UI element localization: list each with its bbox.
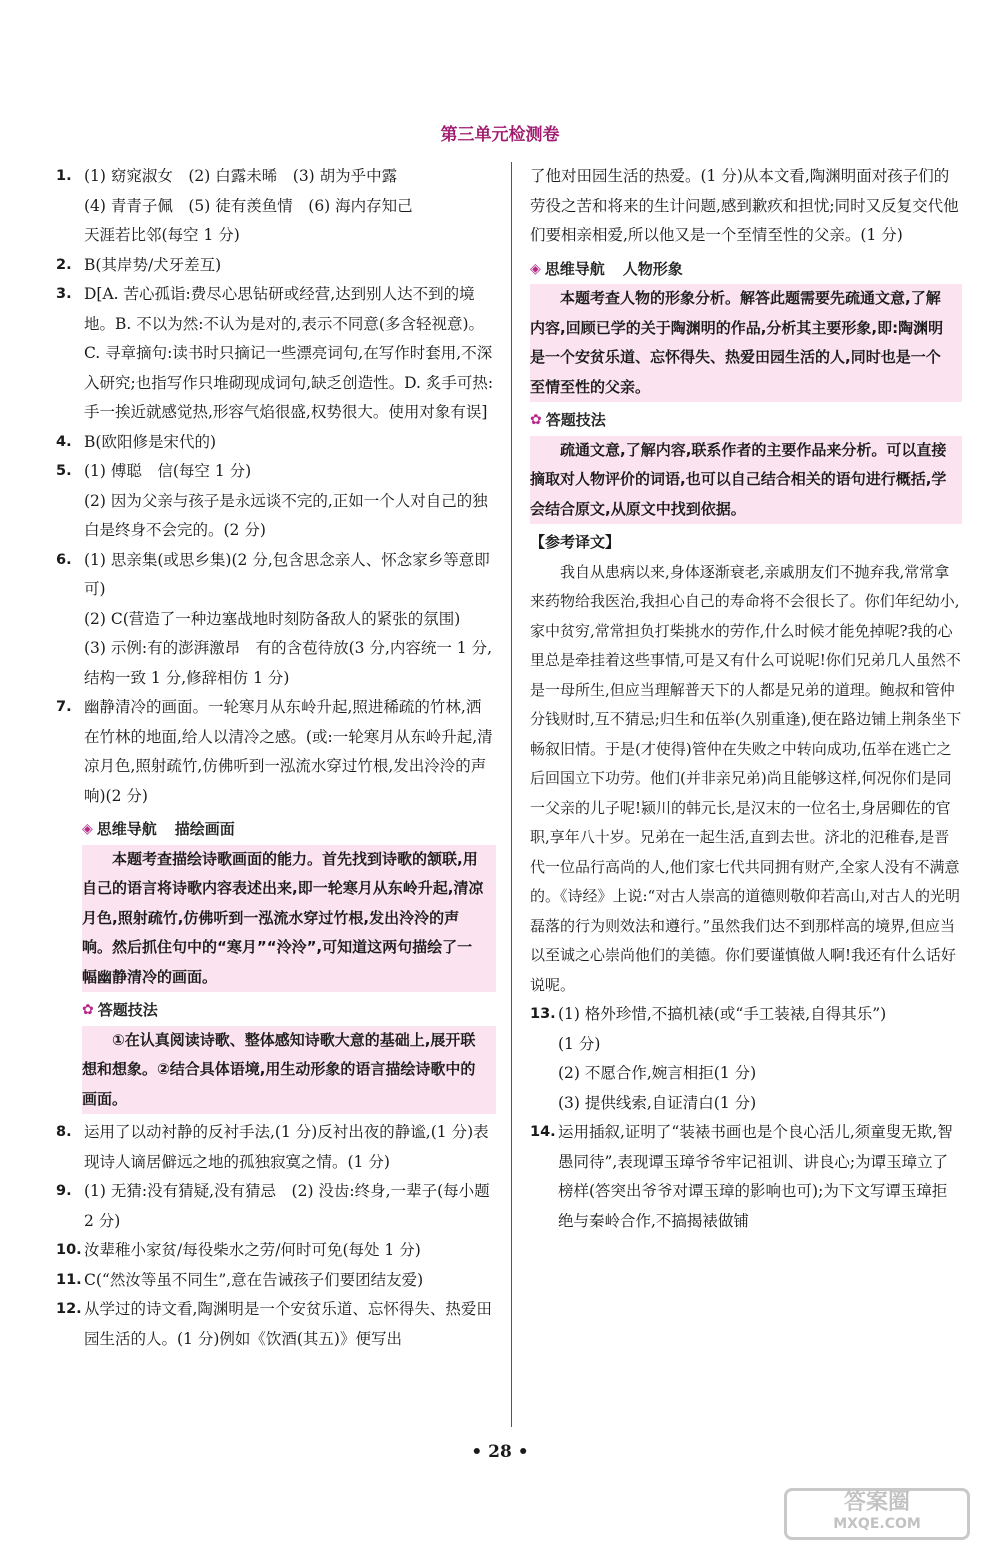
answer-text: 运用了以动衬静的反衬手法,(1 分)反衬出夜的静谧,(1 分)表现诗人谪居僻远之地的孤独寂寞之情。(1 分) — [84, 1123, 489, 1171]
question-number: 10. — [56, 1242, 82, 1258]
box-heading-label: 答题技法 — [545, 411, 606, 429]
answer-text: 幽静清冷的画面。一轮寒月从东岭升起,照进稀疏的竹林,洒在竹林的地面,给人以清冷之感。(或:一轮寒月从东岭升起,清凉月色,照射疏竹,仿佛听到一泓流水穿过竹根,发出泠泠的声响)(2 分) — [84, 698, 493, 805]
box-heading-label: 思维导航 — [96, 820, 157, 838]
question-number: 4. — [56, 433, 72, 450]
left-column — [56, 162, 496, 1354]
question-number: 7. — [56, 699, 72, 715]
question-9 — [56, 1177, 496, 1236]
question-3 — [56, 280, 496, 428]
question-7 — [56, 693, 496, 811]
question-number: 6. — [56, 551, 72, 568]
question-number: 1. — [56, 168, 72, 184]
box-subheading: 描绘画面 — [174, 820, 235, 838]
answer-text: (1) 格外珍惜,不搞机裱(或“手工装裱,自得其乐”) — [558, 1005, 887, 1023]
answer-text: (3) 示例:有的澎湃激昂 有的含苞待放(3 分,内容统一 1 分,结构一致 1 分,修辞相仿 1 分) — [84, 639, 493, 687]
answer-text: (3) 提供线索,自证清白(1 分) — [558, 1093, 757, 1112]
answer-text: 从学过的诗文看,陶渊明是一个安贫乐道、忘怀得失、热爱田园生活的人。(1 分)例如《饮酒(其五)》便写出 — [84, 1300, 492, 1348]
question-number: 8. — [56, 1124, 72, 1140]
question-number: 3. — [56, 286, 72, 302]
column-divider — [511, 162, 512, 1427]
thinking-guide-box — [530, 255, 962, 403]
question-2 — [56, 251, 496, 281]
box-body — [530, 436, 962, 525]
compass-icon: ◈ — [530, 260, 541, 277]
answer-text: (1) 无猜:没有猜疑,没有猜忌 (2) 没齿:终身,一辈子(每小题 2 分) — [84, 1182, 490, 1230]
question-1 — [56, 162, 496, 251]
answer-text: C(“然汝等虽不同生”,意在告诫孩子们要团结友爱) — [84, 1270, 424, 1289]
question-number: 12. — [56, 1301, 82, 1317]
question-number: 13. — [530, 1006, 556, 1022]
question-4 — [56, 428, 496, 458]
box-text: 本题考查描绘诗歌画面的能力。首先找到诗歌的颔联,用自己的语言将诗歌内容表述出来,即一轮寒月从东岭升起,清凉月色,照射疏竹,仿佛听到一泓流水穿过竹根,发出泠泠的声响。然后抓住句中的“寒月”“泠泠”,可知道这两句描绘了一幅幽静清冷的画面。 — [82, 849, 484, 986]
question-6 — [56, 546, 496, 694]
answer-technique-box — [530, 406, 962, 524]
box-heading — [530, 406, 962, 436]
box-text: ①在认真阅读诗歌、整体感知诗歌大意的基础上,展开联想和想象。②结合具体语境,用生动形象的语言描绘诗歌中的画面。 — [82, 1030, 476, 1108]
reference-translation-heading: 【参考译文】 — [530, 533, 621, 551]
answer-line: (4) 青青子佩 (5) 徒有羡鱼情 (6) 海内存知己 — [84, 196, 413, 215]
question-5 — [56, 457, 496, 546]
question-11 — [56, 1266, 496, 1296]
question-10 — [56, 1236, 496, 1266]
question-12 — [56, 1295, 496, 1354]
box-heading-label: 答题技法 — [97, 1001, 158, 1019]
compass-icon: ◈ — [82, 821, 93, 837]
watermark-logo — [784, 1488, 970, 1540]
answer-text: 了他对田园生活的热爱。(1 分)从本文看,陶渊明面对孩子们的劳役之苦和将来的生计问题,感到歉疚和担忧;同时又反复交代他们要相亲相爱,所以他又是一个至情至性的父亲。(1 分) — [530, 167, 959, 244]
answer-text: (1) 傅聪 信(每空 1 分) — [84, 462, 252, 480]
box-subheading: 人物形象 — [622, 259, 683, 278]
box-text: 疏通文意,了解内容,联系作者的主要作品来分析。可以直接摘取对人物评价的词语,也可以自己结合相关的语句进行概括,学会结合原文,从原文中找到依据。 — [530, 440, 947, 518]
question-number: 2. — [56, 256, 72, 273]
answer-text: 汝辈稚小家贫/每役柴水之劳/何时可免(每处 1 分) — [84, 1241, 421, 1259]
watermark-top: 答案圈 — [843, 1490, 910, 1515]
page-number: • 28 • — [471, 1442, 529, 1462]
flower-icon: ✿ — [82, 1002, 94, 1018]
question-number: 11. — [56, 1271, 82, 1288]
answer-line: 天涯若比邻(每空 1 分) — [84, 226, 240, 244]
box-heading-label: 思维导航 — [544, 259, 605, 278]
answer-text: (1 分) — [558, 1034, 601, 1053]
box-heading — [82, 996, 496, 1026]
answer-text: B(欧阳修是宋代的) — [84, 432, 216, 451]
box-body — [82, 845, 496, 993]
answer-text: (2) 不愿合作,婉言相拒(1 分) — [558, 1064, 757, 1082]
box-text: 本题考查人物的形象分析。解答此题需要先疏通文意,了解内容,回顾已学的关于陶渊明的作品,分析其主要形象,即:陶渊明是一个安贫乐道、忘怀得失、热爱田园生活的人,同时也是一个至情至性的父亲。 — [530, 289, 944, 396]
translation-text: 我自从患病以来,身体逐渐衰老,亲戚朋友们不抛弃我,常常拿来药物给我医治,我担心自己的寿命将不会很长了。你们年纪幼小,家中贫穷,常常担负打柴挑水的劳作,什么时候才能免掉呢?我的心里总是牵挂着这些事情,可是又有什么可说呢!你们兄弟几人虽然不是一母所生,但应当理解普天下的人都是兄弟的道理。鲍叔和管仲分钱财时,互不猜忌;归生和伍举(久别重逢),便在路边铺上荆条坐下畅叙旧情。于是(才使得)管仲在失败之中转向成功,伍举在逃亡之后回国立下功劳。他们(并非亲兄弟)尚且能够这样,何况你们是同一父亲的儿子呢!颍川的韩元长,是汉末的一位名士,身居卿佐的官职,享年八十岁。兄弟在一起生活,直到去世。济北的氾稚春,是晋代一位品行高尚的人,他们家七代共同拥有财产,全家人没有不满意的。《诗经》上说:“对古人崇高的道德则敬仰若高山,对古人的光明磊落的行为则效法和遵行。”虽然我们达不到那样高的境界,但应当以至诚之心崇尚他们的美德。你们要谨慎做人啊!我还有什么话好说呢。 — [530, 562, 962, 994]
answer-line: (1) 窈窕淑女 (2) 白露未晞 (3) 胡为乎中露 — [84, 167, 398, 185]
answer-text: 运用插叙,证明了“装裱书画也是个良心活儿,须童叟无欺,智愚同待”,表现谭玉璋爷爷牢记祖训、讲良心;为谭玉璋立了榜样(答突出爷爷对谭玉璋的影响也可);为下文写谭玉璋拒绝与秦岭合作,不搞揭裱做铺 — [558, 1123, 953, 1230]
answer-text: (2) 因为父亲与孩子是永远谈不完的,正如一个人对自己的独白是终身不会完的。(2 分) — [84, 491, 488, 539]
question-14 — [530, 1118, 962, 1236]
answer-text: (2) C(营造了一种边塞战地时刻防备敌人的紧张的氛围) — [84, 609, 461, 628]
question-8 — [56, 1118, 496, 1177]
watermark-bottom: MXQE.COM — [833, 1516, 921, 1532]
answer-text: D[A. 苦心孤诣:费尽心思钻研或经营,达到别人达不到的境地。B. 不以为然:不认为是对的,表示不同意(多含轻视意)。C. 寻章摘句:读书时只摘记一些漂亮词句,在写作时套用,不深入研究;也指写作只堆砌现成词句,缺乏创造性。D. 炙手可热:手一挨近就感觉热,形容气焰很盛,权势很大。使用对象有误] — [84, 285, 494, 421]
question-number: 9. — [56, 1183, 72, 1199]
reference-translation — [530, 558, 962, 1001]
box-heading — [82, 815, 496, 845]
answer-text: (1) 思亲集(或思乡集)(2 分,包含思念亲人、怀念家乡等意即可) — [84, 550, 490, 598]
question-number: 14. — [530, 1124, 556, 1140]
box-heading — [530, 255, 962, 285]
answer-technique-box — [82, 996, 496, 1114]
answer-text: B(其岸势/犬牙差互) — [84, 255, 222, 274]
flower-icon: ✿ — [530, 412, 542, 428]
box-body — [82, 1026, 496, 1115]
thinking-guide-box — [82, 815, 496, 992]
question-number: 5. — [56, 463, 72, 479]
page-title: 第三单元检测卷 — [440, 125, 560, 145]
box-body — [530, 284, 962, 402]
question-13 — [530, 1000, 962, 1118]
right-column — [530, 162, 962, 1236]
